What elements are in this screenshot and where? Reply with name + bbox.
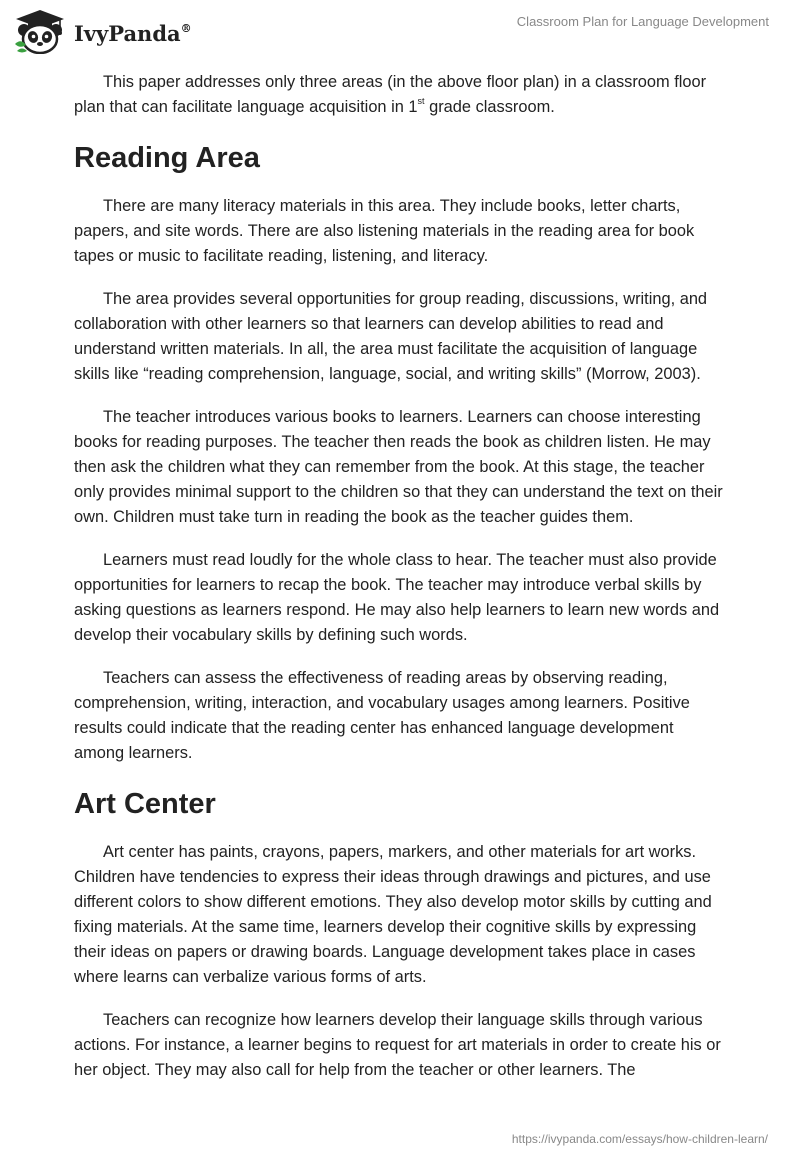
article-body bbox=[74, 70, 724, 1101]
section-heading: Reading Area bbox=[74, 142, 260, 174]
body-paragraph: Teachers can assess the effectiveness of reading areas by observing reading, comprehension, writing, interaction, and vocabulary usages among learners. Positive results could indicate that the reading center has enhanced language development among learners. bbox=[74, 669, 690, 762]
page-header bbox=[0, 0, 800, 60]
body-paragraph: There are many literacy materials in this area. They include books, letter charts, papers, and site words. There are also listening materials in the reading area for book tapes or music to facilitate reading, listening, and literacy. bbox=[74, 197, 695, 265]
body-paragraph: Teachers can recognize how learners develop their language skills through various actions. For instance, a learner begins to request for art materials in order to create his or her object. They may also call for help from the teacher or other learners. The bbox=[74, 1011, 721, 1079]
section-heading: Art Center bbox=[74, 788, 216, 820]
source-url[interactable]: https://ivypanda.com/essays/how-children-learn/ bbox=[511, 1132, 768, 1146]
body-paragraph: The teacher introduces various books to learners. Learners can choose interesting books for reading purposes. The teacher then reads the book as children listen. He may then ask the children what they can remember from the book. At this stage, the teacher only provides minimal support to the children so that they can understand the text on their own. Children must take turn in reading the book as the teacher guides them. bbox=[74, 408, 723, 526]
brand-name: IvyPanda® bbox=[74, 20, 192, 46]
body-paragraph: The area provides several opportunities for group reading, discussions, writing, and collaboration with other learners so that learners can develop abilities to read and understand written materials. In all, the area must facilitate the acquisition of language skills like “reading comprehension, language, social, and writing skills” (Morrow, 2003). bbox=[74, 290, 708, 383]
panda-graduate-icon bbox=[14, 8, 66, 54]
body-paragraph: Art center has paints, crayons, papers, markers, and other materials for art works. Children have tendencies to express their ideas through drawings and pictures, and use different colors to show different emotions. They also develop motor skills by cutting and fixing materials. At the same time, learners develop their cognitive skills by expressing their ideas on papers or drawing boards. Language development takes place in cases where learns can verbalize various forms of arts. bbox=[74, 843, 712, 986]
brand-logo[interactable] bbox=[14, 8, 192, 54]
document-title: Classroom Plan for Language Development bbox=[516, 14, 769, 29]
body-paragraph: Learners must read loudly for the whole class to hear. The teacher must also provide opportunities for learners to recap the book. The teacher may introduce verbal skills by asking questions as learners respond. He may also help learners to learn new words and develop their vocabulary skills by defining such words. bbox=[74, 551, 720, 644]
intro-paragraph: This paper addresses only three areas (in the above floor plan) in a classroom floor plan that can facilitate language acquisition in 1st grade classroom. bbox=[74, 73, 707, 116]
